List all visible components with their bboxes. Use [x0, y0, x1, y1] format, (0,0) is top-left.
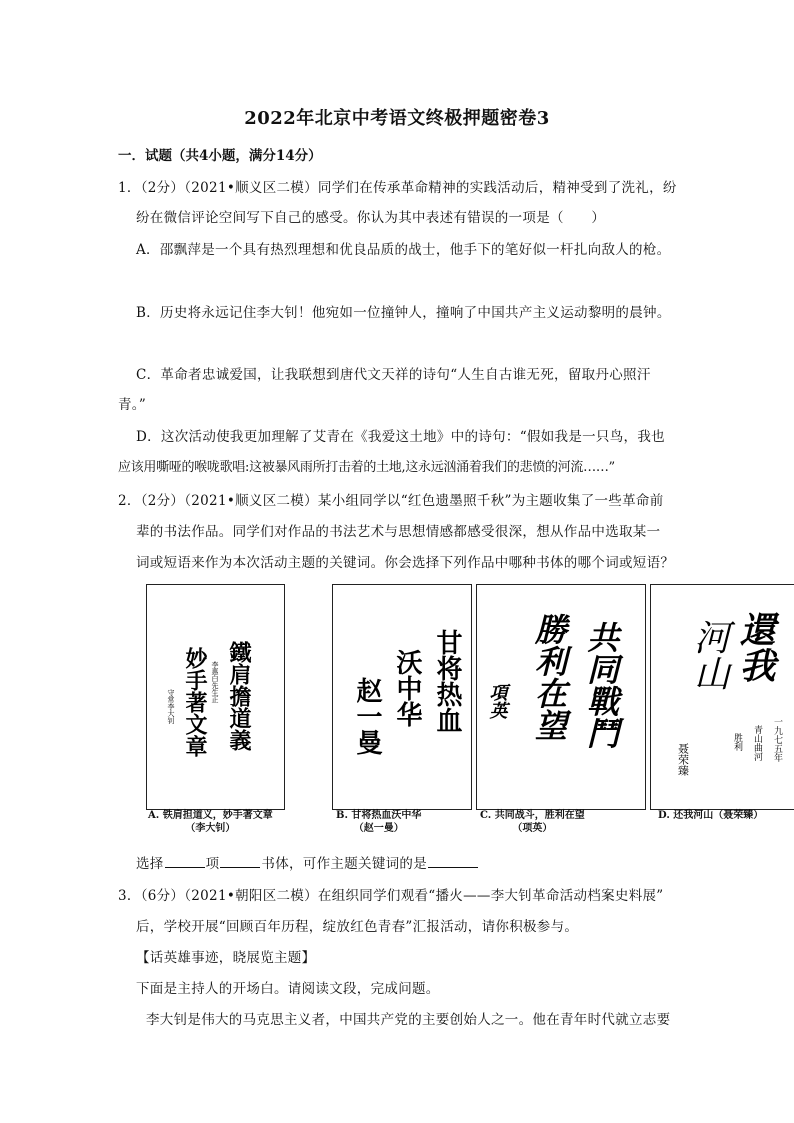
artwork-b-caption: [336, 809, 421, 835]
calligraphy-d-inscription4: 聂荣臻: [676, 743, 690, 776]
q1-option-d-line1[interactable]: D．这次活动使我更加理解了艾青在《我爱这土地》中的诗句：“假如我是一只鸟，我也: [136, 429, 665, 445]
calligraphy-d-inscription1: 一九七五年: [772, 717, 782, 762]
artwork-b-caption-text: B. 甘将热血沃中华: [336, 810, 422, 821]
calligraphy-b-col2: 沃中华: [392, 649, 422, 727]
artwork-c-author: （项英）: [512, 823, 553, 834]
calligraphy-c-image: [477, 585, 645, 809]
artwork-c-caption-text: C. 共同战斗，胜利在望: [480, 810, 585, 821]
artwork-b: [332, 584, 472, 810]
calligraphy-a-inscription1: 李惠白先生正: [211, 661, 219, 703]
artwork-d-caption: [658, 809, 763, 822]
q1-option-a[interactable]: A．邵飘萍是一个具有热烈理想和优良品质的战士，他手下的笔好似一杆扎向敌人的枪。: [136, 242, 671, 258]
q1-option-c-line1[interactable]: C．革命者忠诚爱国，让我联想到唐代文天祥的诗句“人生自古谁无死，留取丹心照汗: [136, 367, 651, 383]
calligraphy-c-col3: 項英: [486, 683, 508, 719]
artwork-a: [146, 584, 285, 810]
artwork-b-author: （赵一曼）: [353, 823, 404, 834]
calligraphy-d-inscription2: 青山曲河: [752, 725, 762, 761]
q2-blank-script[interactable]: [220, 853, 260, 868]
calligraphy-d-col1: 還我: [734, 611, 776, 683]
artwork-a-caption-text: A. 铁肩担道义，妙手著文章: [148, 810, 273, 821]
q3-intro: 下面是主持人的开场白。请阅读文段，完成问题。: [136, 981, 440, 997]
calligraphy-d-col2: 河山: [688, 619, 730, 691]
q3-stem-line2: 后，学校开展“回顾百年历程，绽放红色青春”汇报活动，请你积极参与。: [136, 919, 579, 935]
q2-blank-option[interactable]: [165, 853, 205, 868]
q2-answer-mid2: 书体，可作主题关键词的是: [261, 856, 428, 872]
calligraphy-a-inscription2: 守常李大钊: [167, 689, 175, 724]
calligraphy-d-image: [651, 585, 794, 809]
q3-stem-line1: 3．（6分）（2021•朝阳区二模）在组织同学们观看“播火——李大钊革命活动档案史料展”: [118, 888, 664, 904]
q2-answer-mid1: 项: [205, 856, 220, 872]
q1-stem-line1: 1．（2分）（2021•顺义区二模）同学们在传承革命精神的实践活动后，精神受到了洗礼，纷: [118, 180, 677, 196]
q1-option-d-line2: 应该用嘶哑的喉咙歌唱:这被暴风雨所打击着的土地,这永远汹涌着我们的悲愤的河流……”: [118, 460, 615, 475]
q1-option-b[interactable]: B．历史将永远记住李大钊！他宛如一位撞钟人，撞响了中国共产主义运动黎明的晨钟。: [136, 305, 671, 321]
artwork-d-caption-text: D. 还我河山（聂荣臻）: [658, 810, 764, 821]
q3-passage-line1: 李大钊是伟大的马克思主义者，中国共产党的主要创始人之一。他在青年时代就立志要: [146, 1012, 671, 1028]
q2-answer-prefix: 选择: [136, 856, 164, 872]
calligraphy-a-col2: 妙手著文章: [182, 647, 208, 757]
calligraphy-b-col1: 甘将热血: [432, 629, 462, 733]
calligraphy-d-inscription3: 胜利: [732, 733, 742, 751]
section-heading: 一．试题（共4小题，满分14分）: [118, 148, 322, 164]
q2-blank-keyword[interactable]: [428, 853, 478, 868]
q2-stem-line2: 辈的书法作品。同学们对作品的书法艺术与思想情感都感受很深，想从作品中选取某一: [136, 524, 661, 540]
q1-stem-line2: 纷在微信评论空间写下自己的感受。你认为其中表述有错误的一项是（ ）: [136, 210, 606, 226]
page-title: 2022年北京中考语文终极押题密卷3: [244, 108, 550, 129]
q1-option-c-line2: 青。”: [118, 397, 147, 413]
q2-answer-line: [136, 852, 479, 872]
artwork-a-author: （李大钊）: [185, 823, 236, 834]
q2-stem-line3: 词或短语来作为本次活动主题的关键词。你会选择下列作品中哪种书体的哪个词或短语？: [136, 555, 675, 571]
calligraphy-a-image: [147, 585, 284, 809]
calligraphy-b-image: [333, 585, 471, 809]
artwork-c-caption: [480, 809, 585, 835]
calligraphy-a-col1: 鐵肩擔道義: [226, 641, 252, 751]
artwork-c: [476, 584, 646, 810]
artwork-d: [650, 584, 794, 810]
q2-stem-line1: 2．（2分）（2021•顺义区二模）某小组同学以“红色遗墨照千秋”为主题收集了一些革命前: [118, 493, 664, 509]
calligraphy-b-col3: 赵一曼: [352, 677, 382, 755]
q3-subheading: 【话英雄事迹，晓展览主题】: [136, 950, 316, 966]
artwork-a-caption: [148, 809, 273, 835]
calligraphy-c-col2: 勝利在望: [530, 613, 568, 741]
calligraphy-c-col1: 共同戰鬥: [582, 621, 620, 749]
